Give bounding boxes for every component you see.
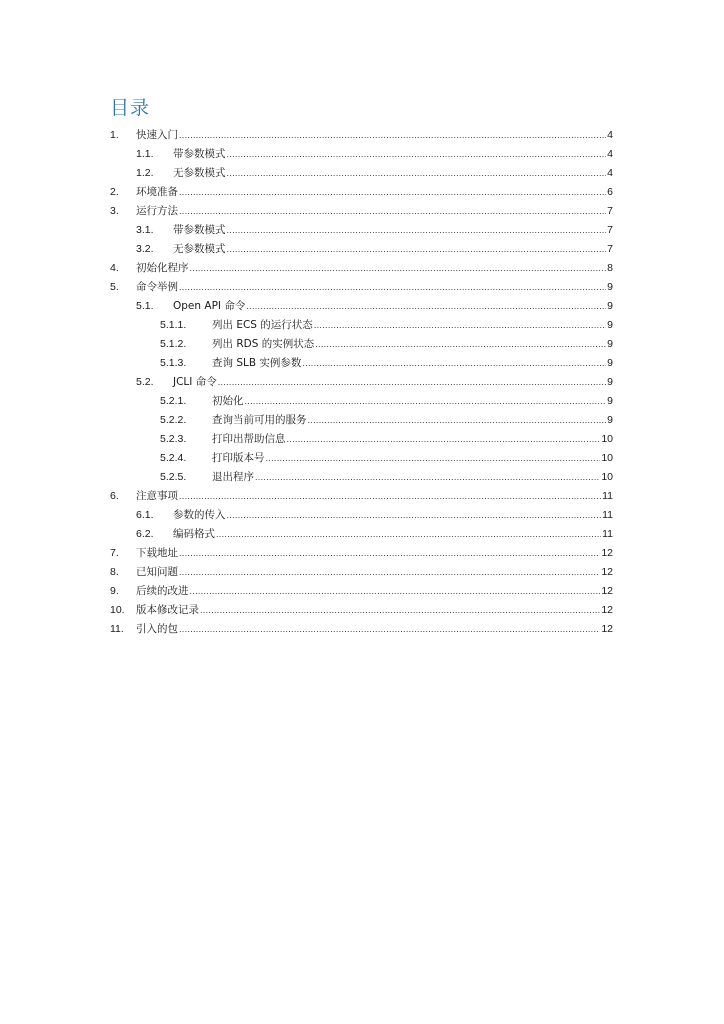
toc-entry-title[interactable]: 引入的包 bbox=[136, 623, 178, 635]
toc-entry-page-number[interactable]: 12 bbox=[601, 623, 613, 635]
toc-entry-number: 3.2. bbox=[136, 243, 154, 255]
toc-entry[interactable] bbox=[0, 145, 724, 164]
toc-entry[interactable] bbox=[0, 487, 724, 506]
toc-dot-leader bbox=[218, 373, 606, 392]
toc-entry-title[interactable]: 无参数模式 bbox=[173, 243, 226, 255]
toc-entry-number: 4. bbox=[110, 262, 119, 274]
toc-entry-number: 5.2.3. bbox=[160, 433, 187, 445]
toc-entry-title[interactable]: 打印出帮助信息 bbox=[212, 433, 286, 445]
toc-entry-title[interactable]: 环境准备 bbox=[136, 186, 178, 198]
toc-entry-page-number[interactable]: 9 bbox=[607, 338, 613, 350]
toc-dot-leader bbox=[179, 183, 606, 202]
toc-entry-number: 6.1. bbox=[136, 509, 154, 521]
toc-entry-number: 11. bbox=[110, 623, 124, 635]
toc-entry-page-number[interactable]: 9 bbox=[607, 414, 613, 426]
toc-entry-number: 10. bbox=[110, 604, 125, 616]
toc-dot-leader bbox=[179, 620, 600, 639]
toc-entry-number: 1. bbox=[110, 129, 119, 141]
toc-entry-page-number[interactable]: 4 bbox=[607, 167, 613, 179]
toc-entry-page-number[interactable]: 8 bbox=[607, 262, 613, 274]
toc-entry-page-number[interactable]: 12 bbox=[601, 585, 613, 597]
toc-entry-page-number[interactable]: 11 bbox=[602, 490, 613, 502]
toc-entry-page-number[interactable]: 12 bbox=[601, 604, 613, 616]
toc-entry[interactable] bbox=[0, 164, 724, 183]
toc-dot-leader bbox=[179, 202, 606, 221]
toc-entry-number: 5.2.5. bbox=[160, 471, 187, 483]
toc-entry-title[interactable]: 打印版本号 bbox=[212, 452, 265, 464]
toc-entry-title[interactable]: 运行方法 bbox=[136, 205, 178, 217]
toc-entry-page-number[interactable]: 10 bbox=[601, 433, 613, 445]
toc-entry-page-number[interactable]: 10 bbox=[601, 471, 613, 483]
toc-entry-number: 8. bbox=[110, 566, 119, 578]
toc-dot-leader bbox=[227, 240, 607, 259]
toc-entry-title[interactable]: 已知问题 bbox=[136, 566, 178, 578]
toc-dot-leader bbox=[227, 221, 607, 240]
toc-entry-page-number[interactable]: 11 bbox=[602, 509, 613, 521]
toc-entry-title[interactable]: 版本修改记录 bbox=[136, 604, 199, 616]
toc-entry-title[interactable]: 带参数模式 bbox=[173, 224, 226, 236]
toc-dot-leader bbox=[246, 297, 606, 316]
toc-entry-page-number[interactable]: 9 bbox=[607, 376, 613, 388]
toc-entry-page-number[interactable]: 4 bbox=[607, 148, 613, 160]
toc-entry-title[interactable]: 编码格式 bbox=[173, 528, 215, 540]
toc-entry-title[interactable]: 列出 RDS 的实例状态 bbox=[212, 338, 315, 350]
toc-entry[interactable] bbox=[0, 563, 724, 582]
toc-entry-page-number[interactable]: 10 bbox=[601, 452, 613, 464]
toc-entry-number: 7. bbox=[110, 547, 119, 559]
toc-entry-number: 9. bbox=[110, 585, 119, 597]
toc-entry-number: 5.1. bbox=[136, 300, 154, 312]
toc-entry[interactable] bbox=[0, 620, 724, 639]
toc-entry[interactable] bbox=[0, 525, 724, 544]
toc-entry[interactable] bbox=[0, 183, 724, 202]
toc-entry-title[interactable]: 下载地址 bbox=[136, 547, 178, 559]
toc-entry-number: 3. bbox=[110, 205, 119, 217]
toc-entry-page-number[interactable]: 9 bbox=[607, 319, 613, 331]
toc-dot-leader bbox=[179, 544, 600, 563]
toc-list bbox=[0, 126, 724, 639]
toc-entry-title[interactable]: 快速入门 bbox=[136, 129, 178, 141]
toc-dot-leader bbox=[179, 126, 606, 145]
toc-dot-leader bbox=[190, 582, 601, 601]
toc-entry-page-number[interactable]: 9 bbox=[607, 357, 613, 369]
toc-dot-leader bbox=[255, 468, 600, 487]
toc-entry-number: 5.2.2. bbox=[160, 414, 187, 426]
toc-entry-number: 5. bbox=[110, 281, 119, 293]
toc-dot-leader bbox=[287, 430, 601, 449]
toc-entry[interactable] bbox=[0, 240, 724, 259]
toc-dot-leader bbox=[245, 392, 607, 411]
toc-entry[interactable] bbox=[0, 335, 724, 354]
toc-entry-page-number[interactable]: 12 bbox=[601, 547, 613, 559]
toc-dot-leader bbox=[179, 487, 601, 506]
toc-entry-number: 5.1.2. bbox=[160, 338, 187, 350]
toc-entry[interactable] bbox=[0, 126, 724, 145]
toc-entry-page-number[interactable]: 4 bbox=[607, 129, 613, 141]
toc-entry-title[interactable]: 初始化程序 bbox=[136, 262, 189, 274]
toc-entry[interactable] bbox=[0, 202, 724, 221]
toc-dot-leader bbox=[216, 525, 601, 544]
toc-entry-number: 2. bbox=[110, 186, 119, 198]
toc-dot-leader bbox=[227, 145, 607, 164]
toc-entry-page-number[interactable]: 7 bbox=[607, 243, 613, 255]
toc-dot-leader bbox=[314, 316, 606, 335]
toc-entry[interactable] bbox=[0, 506, 724, 525]
toc-dot-leader bbox=[266, 449, 601, 468]
toc-entry-title[interactable]: 注意事项 bbox=[136, 490, 178, 502]
toc-entry-number: 6.2. bbox=[136, 528, 154, 540]
toc-entry-title[interactable]: 带参数模式 bbox=[173, 148, 226, 160]
toc-entry-page-number[interactable]: 6 bbox=[607, 186, 613, 198]
toc-entry-title[interactable]: 列出 ECS 的运行状态 bbox=[212, 319, 313, 331]
toc-dot-leader bbox=[179, 278, 606, 297]
toc-entry[interactable] bbox=[0, 449, 724, 468]
toc-entry-title[interactable]: 无参数模式 bbox=[173, 167, 226, 179]
toc-entry[interactable] bbox=[0, 316, 724, 335]
toc-entry-number: 5.1.1. bbox=[160, 319, 187, 331]
toc-entry-title[interactable]: 参数的传入 bbox=[173, 509, 226, 521]
toc-entry[interactable] bbox=[0, 354, 724, 373]
toc-entry-page-number[interactable]: 7 bbox=[607, 224, 613, 236]
toc-entry-number: 5.2.1. bbox=[160, 395, 187, 407]
toc-entry-page-number[interactable]: 11 bbox=[602, 528, 613, 540]
toc-entry-page-number[interactable]: 9 bbox=[607, 300, 613, 312]
toc-entry[interactable] bbox=[0, 373, 724, 392]
toc-dot-leader bbox=[200, 601, 600, 620]
toc-dot-leader bbox=[179, 563, 600, 582]
toc-entry-page-number[interactable]: 12 bbox=[601, 566, 613, 578]
toc-entry-number: 1.1. bbox=[136, 148, 154, 160]
toc-entry-page-number[interactable]: 7 bbox=[607, 205, 613, 217]
toc-entry[interactable] bbox=[0, 601, 724, 620]
toc-entry-title[interactable]: 初始化 bbox=[212, 395, 244, 407]
toc-entry-number: 5.1.3. bbox=[160, 357, 187, 369]
toc-entry[interactable] bbox=[0, 582, 724, 601]
toc-entry[interactable] bbox=[0, 278, 724, 297]
toc-entry[interactable] bbox=[0, 411, 724, 430]
toc-entry-number: 6. bbox=[110, 490, 119, 502]
toc-entry[interactable] bbox=[0, 468, 724, 487]
toc-entry-number: 5.2. bbox=[136, 376, 154, 388]
toc-entry-title[interactable]: JCLI 命令 bbox=[173, 376, 217, 388]
toc-entry-number: 5.2.4. bbox=[160, 452, 187, 464]
toc-entry-title[interactable]: 后续的改进 bbox=[136, 585, 189, 597]
toc-entry-title[interactable]: 查询当前可用的服务 bbox=[212, 414, 307, 426]
toc-dot-leader bbox=[227, 164, 607, 183]
toc-entry-page-number[interactable]: 9 bbox=[607, 281, 613, 293]
toc-entry-title[interactable]: 查询 SLB 实例参数 bbox=[212, 357, 302, 369]
toc-entry[interactable] bbox=[0, 544, 724, 563]
toc-entry[interactable] bbox=[0, 221, 724, 240]
toc-entry[interactable] bbox=[0, 392, 724, 411]
toc-dot-leader bbox=[315, 335, 606, 354]
toc-dot-leader bbox=[227, 506, 602, 525]
toc-entry-title[interactable]: 退出程序 bbox=[212, 471, 254, 483]
toc-entry-number: 3.1. bbox=[136, 224, 154, 236]
toc-entry-title[interactable]: 命令举例 bbox=[136, 281, 178, 293]
toc-entry-title[interactable]: Open API 命令 bbox=[173, 300, 246, 312]
toc-dot-leader bbox=[190, 259, 607, 278]
toc-entry-number: 1.2. bbox=[136, 167, 154, 179]
toc-dot-leader bbox=[308, 411, 607, 430]
toc-entry-page-number[interactable]: 9 bbox=[607, 395, 613, 407]
toc-entry[interactable] bbox=[0, 430, 724, 449]
toc-title: 目录 bbox=[110, 97, 151, 119]
toc-entry[interactable] bbox=[0, 259, 724, 278]
toc-entry[interactable] bbox=[0, 297, 724, 316]
toc-dot-leader bbox=[302, 354, 606, 373]
